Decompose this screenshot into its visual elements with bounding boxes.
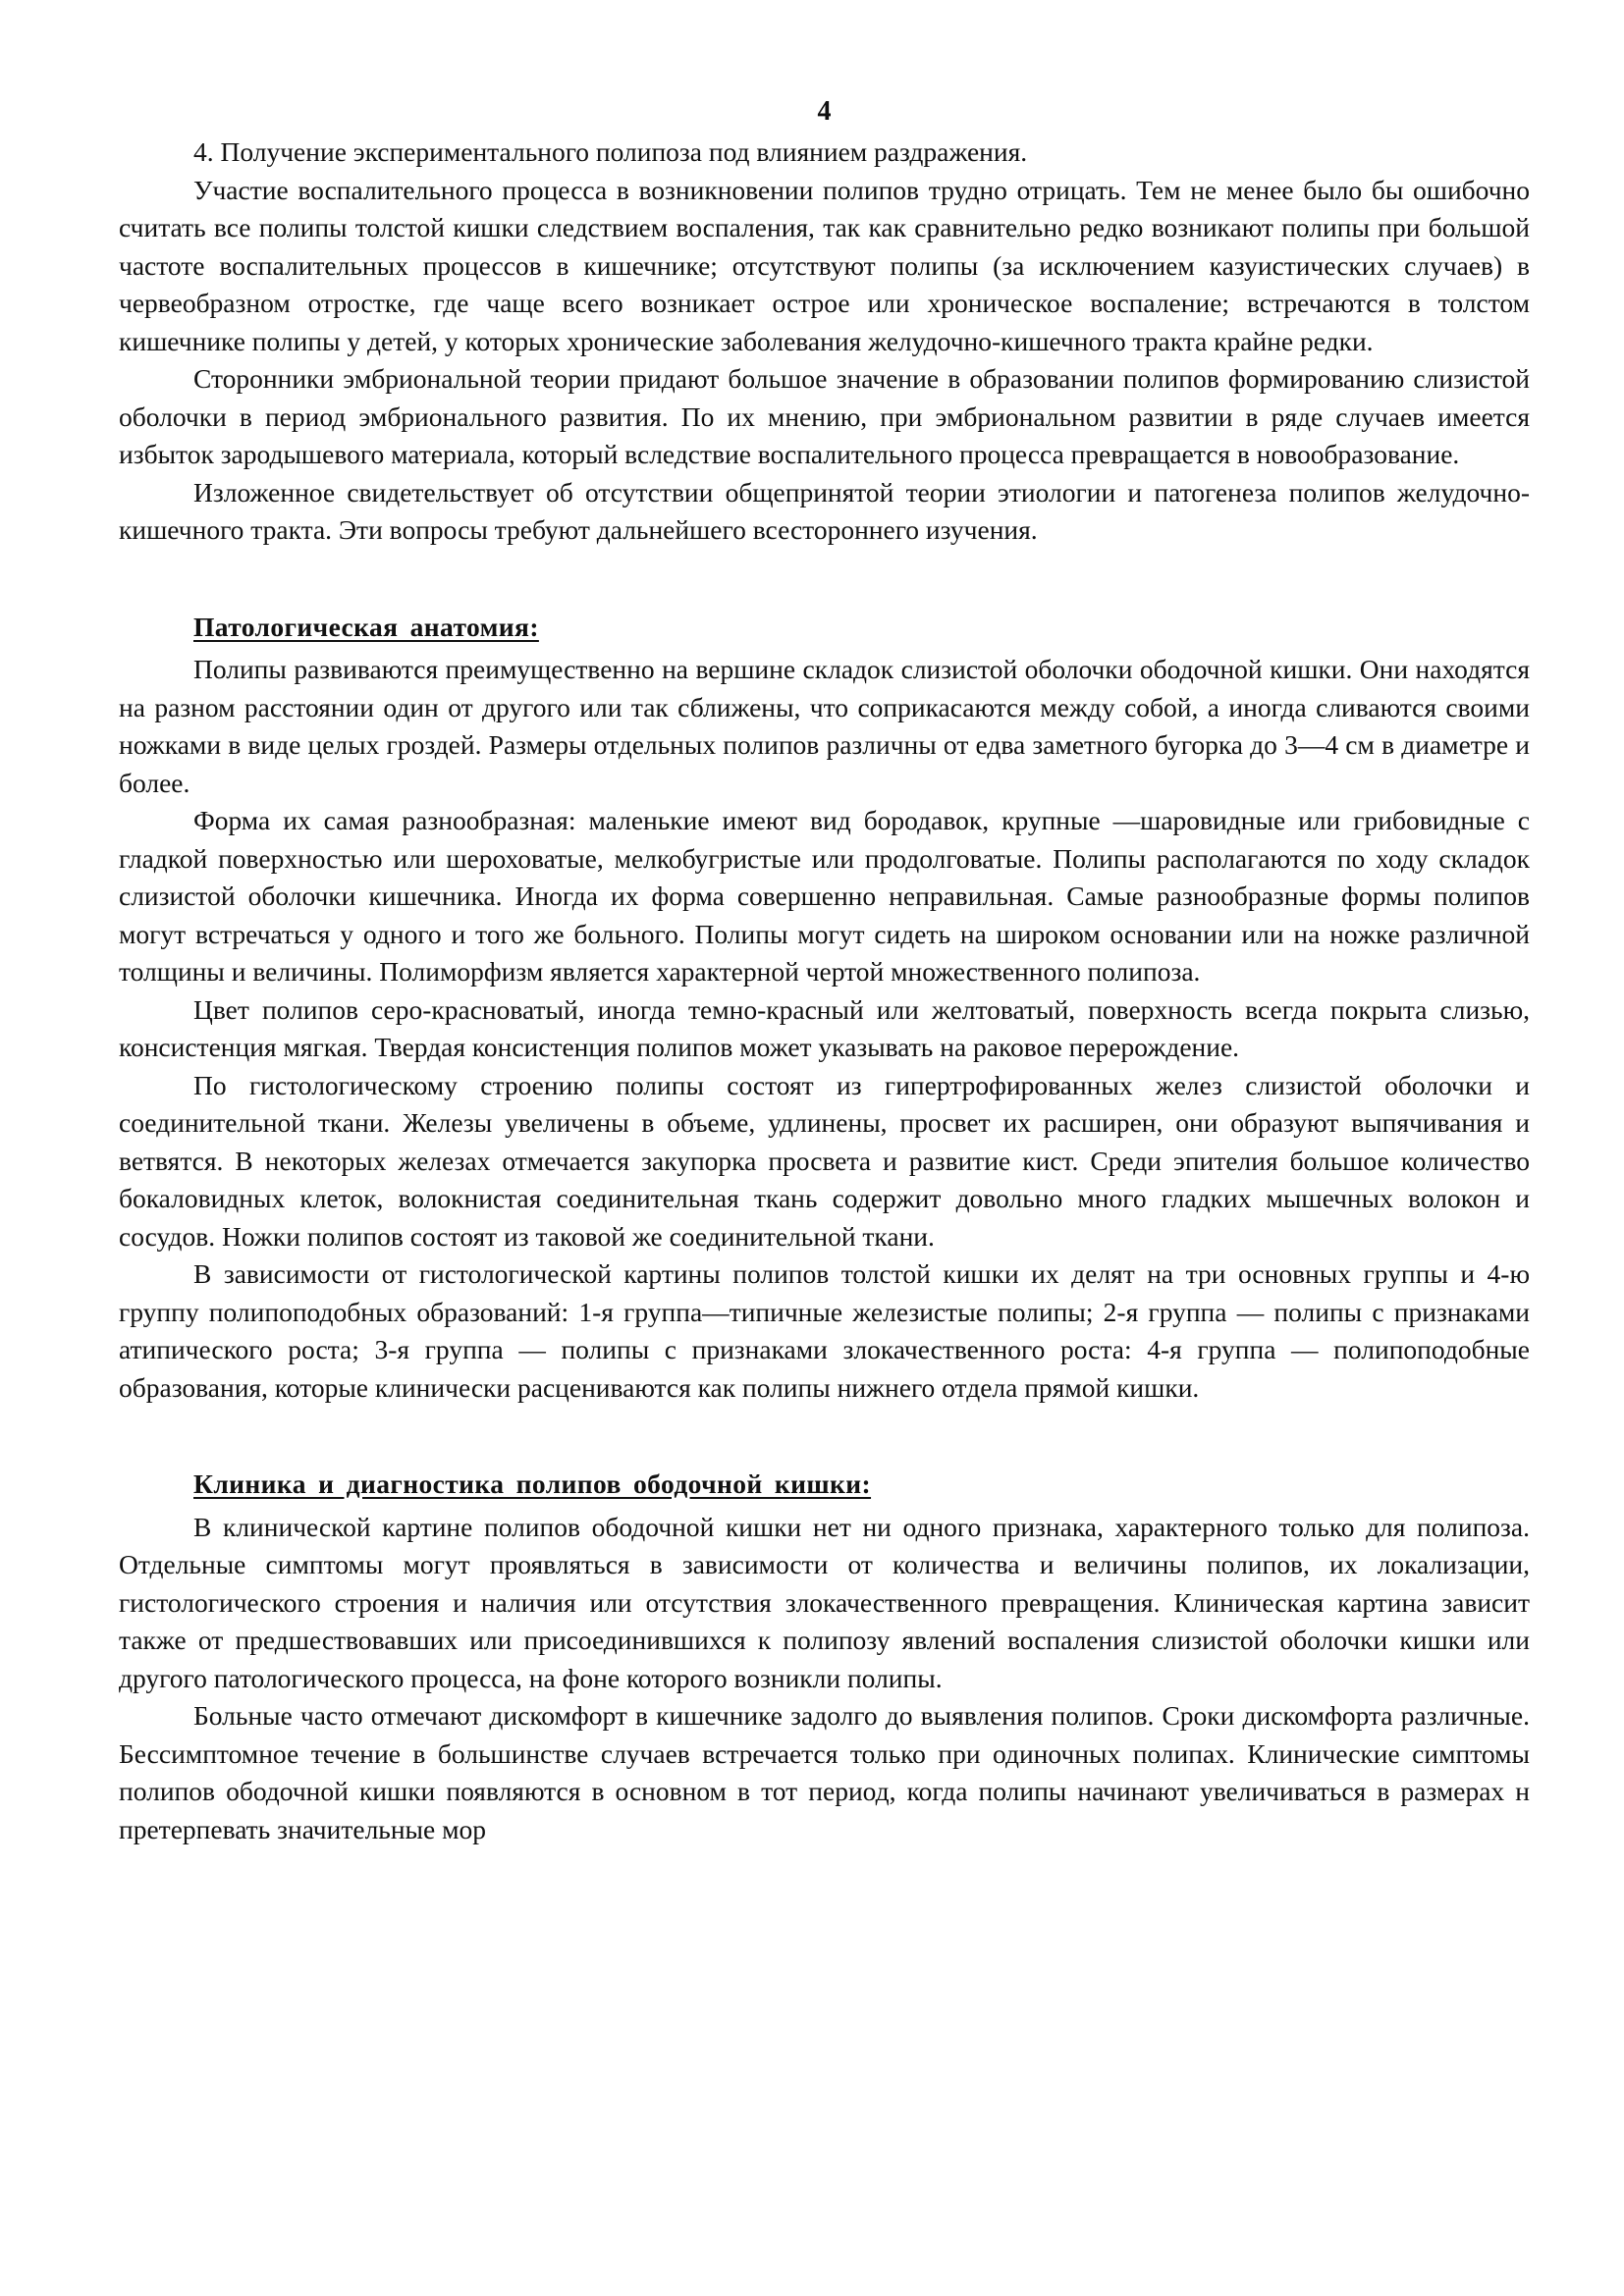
paragraph: Цвет полипов серо-красноватый, иногда темно-красный или желтоватый, поверхность всегда покрыта слизью, консистенция мягкая. Твердая консистенция полипов может указывать на раковое перерождение. (119, 993, 1530, 1062)
paragraph: 4. Получение экспериментального полипоза под влиянием раздражения. (193, 136, 1028, 167)
pathology-section (119, 609, 1530, 1408)
paragraph: Сторонники эмбриональной теории придают большое значение в образовании полипов формированию слизистой оболочки в период эмбрионального развития. По их мнению, при эмбриональном развитии в ряде случаев имеется избыток зародышевого материала, который вследствие воспалительного процесса превращается в новообразование. (119, 363, 1530, 469)
section-heading-clinic: Клиника и диагностика полипов ободочной кишки: (193, 1468, 872, 1499)
page-number: 4 (817, 96, 832, 127)
intro-section (119, 133, 1530, 550)
paragraph: Изложенное свидетельствует об отсутствии общепринятой теории этиологии и патогенеза полипов желудочно-кишечного тракта. Эти вопросы требуют дальнейшего всестороннего изучения. (119, 476, 1530, 545)
clinic-section (119, 1466, 1530, 1848)
paragraph: В зависимости от гистологической картины полипов толстой кишки их делят на три основных группы и 4-ю группу полипоподобных образований: 1-я группа—типичные железистые полипы; 2-я группа — полипы с признаками атипического роста; 3-я группа — полипы с признаками злокачественного роста: 4-я группа — полипоподобные образования, которые клинически расцениваются как полипы нижнего отдела прямой кишки. (119, 1258, 1530, 1403)
paragraph: Полипы развиваются преимущественно на вершине складок слизистой оболочки ободочной кишки. Они находятся на разном расстоянии один от другого или так сближены, что соприкасаются между собой, а иногда сливаются своими ножками в виде целых гроздей. Размеры отдельных полипов различны от едва заметного бугорка до 3—4 см в диаметре и более. (119, 654, 1530, 798)
paragraph: В клинической картине полипов ободочной кишки нет ни одного признака, характерного только для полипоза. Отдельные симптомы могут проявляться в зависимости от количества и величины полипов, их локализации, гистологического строения и наличия или отсутствия злокачественного превращения. Клиническая картина зависит также от предшествовавших или присоединившихся к полипозу явлений воспаления слизистой оболочки кишки или другого патологического процесса, на фоне которого возникли полипы. (119, 1511, 1530, 1693)
section-heading-pathology: Патологическая анатомия: (193, 611, 539, 642)
paragraph: Больные часто отмечают дискомфорт в кишечнике задолго до выявления полипов. Сроки дискомфорта различные. Бессимптомное течение в большинстве случаев встречается только при одиночных полипах. Клинические симптомы полипов ободочной кишки появляются в основном в тот период, когда полипы начинают увеличиваться в размерах н претерпевать значительные мор (119, 1700, 1530, 1844)
paragraph: По гистологическому строению полипы состоят из гипертрофированных желез слизистой оболочки и соединительной ткани. Железы увеличены в объеме, удлинены, просвет их расширен, они образуют выпячивания и ветвятся. В некоторых железах отмечается закупорка просвета и развитие кист. Среди эпителия большое количество бокаловидных клеток, волокнистая соединительная ткань содержит довольно много гладких мышечных волокон и сосудов. Ножки полипов состоят из таковой же соединительной ткани. (119, 1069, 1530, 1252)
paragraph: Форма их самая разнообразная: маленькие имеют вид бородавок, крупные —шаровидные или грибовидные с гладкой поверхностью или шероховатые, мелкобугристые или продолговатые. Полипы располагаются по ходу складок слизистой оболочки кишечника. Иногда их форма совершенно неправильная. Самые разнообразные формы полипов могут встречаться у одного и того же больного. Полипы могут сидеть на широком основании или на ножке различной толщины и величины. Полиморфизм является характерной чертой множественного полипоза. (119, 805, 1530, 987)
paragraph: Участие воспалительного процесса в возникновении полипов трудно отрицать. Тем не менее было бы ошибочно считать все полипы толстой кишки следствием воспаления, так как сравнительно редко возникают полипы при большой частоте воспалительных процессов в кишечнике; отсутствуют полипы (за исключением казуистических случаев) в червеобразном отростке, где чаще всего возникает острое или хроническое воспаление; встречаются в толстом кишечнике полипы у детей, у которых хронические заболевания желудочно-кишечного тракта крайне редки. (119, 174, 1530, 356)
